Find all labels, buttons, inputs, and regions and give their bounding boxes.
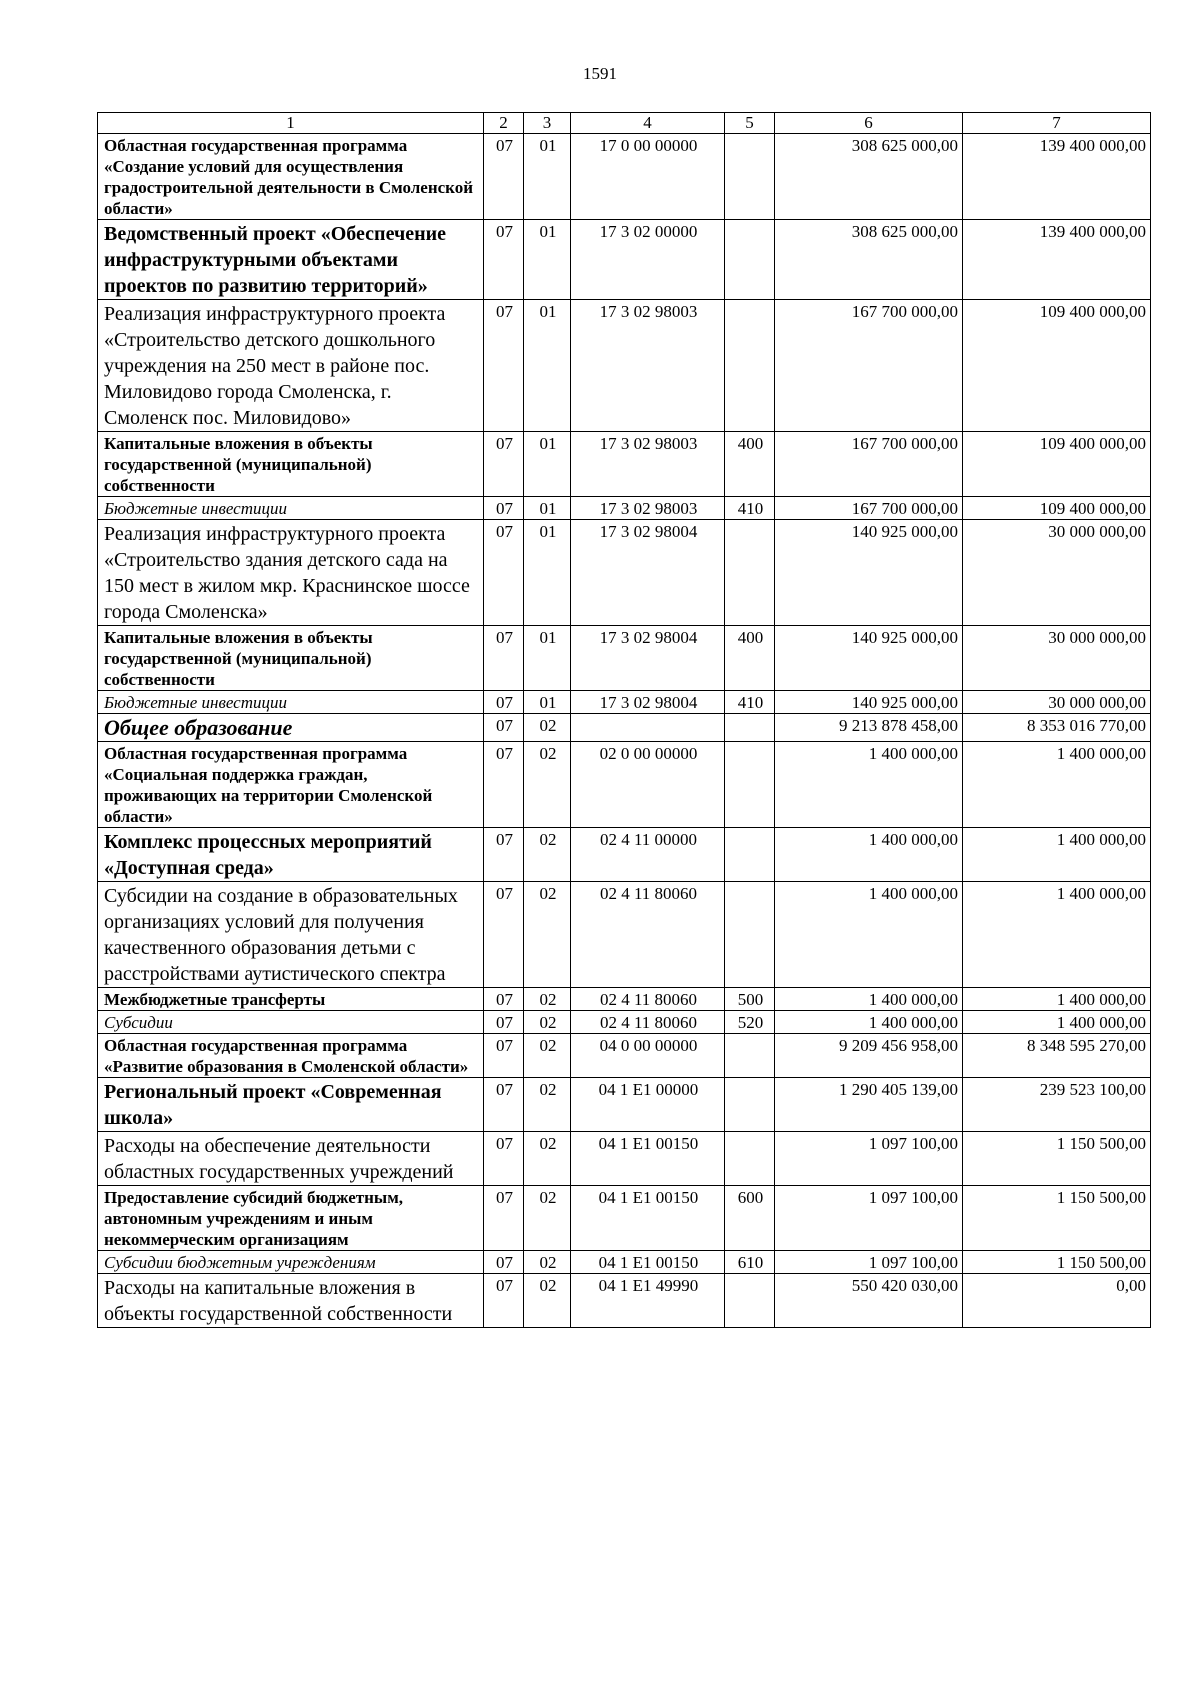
section-code: 07 xyxy=(484,1251,524,1274)
row-name: Расходы на обеспечение деятельности областных государственных учреждений xyxy=(98,1132,484,1186)
amount-year-2: 30 000 000,00 xyxy=(963,691,1151,714)
expense-type-code: 410 xyxy=(725,497,775,520)
subsection-code: 02 xyxy=(524,828,571,882)
amount-year-2: 1 400 000,00 xyxy=(963,1011,1151,1034)
table-row xyxy=(98,520,1151,626)
subsection-code: 02 xyxy=(524,1034,571,1078)
target-article-code: 04 1 E1 00150 xyxy=(571,1251,725,1274)
target-article-code: 17 3 02 98003 xyxy=(571,432,725,497)
expense-type-code xyxy=(725,520,775,626)
target-article-code: 04 1 E1 00150 xyxy=(571,1186,725,1251)
table-row xyxy=(98,626,1151,691)
page-number: 1591 xyxy=(583,64,617,83)
amount-year-2: 8 348 595 270,00 xyxy=(963,1034,1151,1078)
target-article-code: 02 0 00 00000 xyxy=(571,742,725,828)
target-article-code xyxy=(571,714,725,742)
row-name: Субсидии xyxy=(98,1011,484,1034)
amount-year-1: 1 400 000,00 xyxy=(775,988,963,1011)
expense-type-code: 400 xyxy=(725,626,775,691)
amount-year-1: 140 925 000,00 xyxy=(775,691,963,714)
target-article-code: 04 0 00 00000 xyxy=(571,1034,725,1078)
table-row xyxy=(98,988,1151,1011)
target-article-code: 02 4 11 00000 xyxy=(571,828,725,882)
row-name: Капитальные вложения в объекты государственной (муниципальной) собственности xyxy=(98,626,484,691)
amount-year-2: 8 353 016 770,00 xyxy=(963,714,1151,742)
amount-year-1: 1 290 405 139,00 xyxy=(775,1078,963,1132)
target-article-code: 17 0 00 00000 xyxy=(571,134,725,220)
section-code: 07 xyxy=(484,1274,524,1328)
section-code: 07 xyxy=(484,1078,524,1132)
table-row xyxy=(98,497,1151,520)
section-code: 07 xyxy=(484,1186,524,1251)
amount-year-2: 30 000 000,00 xyxy=(963,520,1151,626)
target-article-code: 04 1 E1 00000 xyxy=(571,1078,725,1132)
row-name: Предоставление субсидий бюджетным, автономным учреждениям и иным некоммерческим организациям xyxy=(98,1186,484,1251)
expense-type-code xyxy=(725,714,775,742)
table-row xyxy=(98,1034,1151,1078)
row-name: Бюджетные инвестиции xyxy=(98,497,484,520)
row-name: Региональный проект «Современная школа» xyxy=(98,1078,484,1132)
subsection-code: 02 xyxy=(524,1132,571,1186)
section-code: 07 xyxy=(484,828,524,882)
subsection-code: 01 xyxy=(524,520,571,626)
subsection-code: 01 xyxy=(524,300,571,432)
expense-type-code xyxy=(725,134,775,220)
section-code: 07 xyxy=(484,742,524,828)
section-code: 07 xyxy=(484,1132,524,1186)
expense-type-code: 500 xyxy=(725,988,775,1011)
table-row xyxy=(98,300,1151,432)
target-article-code: 17 3 02 98003 xyxy=(571,300,725,432)
column-header: 7 xyxy=(963,113,1151,134)
expense-type-code: 520 xyxy=(725,1011,775,1034)
amount-year-2: 1 400 000,00 xyxy=(963,988,1151,1011)
header-row xyxy=(98,113,1151,134)
section-code: 07 xyxy=(484,882,524,988)
amount-year-1: 1 400 000,00 xyxy=(775,742,963,828)
amount-year-1: 167 700 000,00 xyxy=(775,432,963,497)
table-row xyxy=(98,432,1151,497)
row-name: Общее образование xyxy=(98,714,484,742)
row-name: Капитальные вложения в объекты государственной (муниципальной) собственности xyxy=(98,432,484,497)
row-name: Реализация инфраструктурного проекта «Строительство здания детского сада на 150 мест в жилом мкр. Краснинское шоссе города Смоленска» xyxy=(98,520,484,626)
row-name: Бюджетные инвестиции xyxy=(98,691,484,714)
subsection-code: 02 xyxy=(524,714,571,742)
expense-type-code xyxy=(725,300,775,432)
target-article-code: 17 3 02 98004 xyxy=(571,626,725,691)
row-name: Реализация инфраструктурного проекта «Строительство детского дошкольного учреждения на 250 мест в районе пос. Миловидово города Смоленска, г. Смоленск пос. Миловидово» xyxy=(98,300,484,432)
amount-year-2: 1 400 000,00 xyxy=(963,828,1151,882)
amount-year-2: 1 150 500,00 xyxy=(963,1251,1151,1274)
amount-year-2: 139 400 000,00 xyxy=(963,134,1151,220)
expense-type-code: 600 xyxy=(725,1186,775,1251)
amount-year-2: 239 523 100,00 xyxy=(963,1078,1151,1132)
table-row xyxy=(98,134,1151,220)
section-code: 07 xyxy=(484,988,524,1011)
expense-type-code: 610 xyxy=(725,1251,775,1274)
amount-year-1: 1 097 100,00 xyxy=(775,1186,963,1251)
section-code: 07 xyxy=(484,626,524,691)
table-row xyxy=(98,742,1151,828)
target-article-code: 04 1 E1 49990 xyxy=(571,1274,725,1328)
expense-type-code: 410 xyxy=(725,691,775,714)
row-name: Областная государственная программа «Создание условий для осуществления градостроительной деятельности в Смоленской области» xyxy=(98,134,484,220)
amount-year-1: 308 625 000,00 xyxy=(775,220,963,300)
section-code: 07 xyxy=(484,520,524,626)
amount-year-1: 1 400 000,00 xyxy=(775,828,963,882)
column-header: 2 xyxy=(484,113,524,134)
section-code: 07 xyxy=(484,432,524,497)
row-name: Субсидии на создание в образовательных организациях условий для получения качественного образования детьми с расстройствами аутистического спектра xyxy=(98,882,484,988)
table-row xyxy=(98,1186,1151,1251)
column-header: 6 xyxy=(775,113,963,134)
expense-type-code xyxy=(725,1034,775,1078)
amount-year-2: 109 400 000,00 xyxy=(963,432,1151,497)
expense-type-code: 400 xyxy=(725,432,775,497)
expense-type-code xyxy=(725,742,775,828)
table-row xyxy=(98,1274,1151,1328)
amount-year-1: 1 400 000,00 xyxy=(775,1011,963,1034)
row-name: Областная государственная программа «Социальная поддержка граждан, проживающих на территории Смоленской области» xyxy=(98,742,484,828)
subsection-code: 02 xyxy=(524,742,571,828)
table-row xyxy=(98,691,1151,714)
subsection-code: 02 xyxy=(524,988,571,1011)
row-name: Областная государственная программа «Развитие образования в Смоленской области» xyxy=(98,1034,484,1078)
section-code: 07 xyxy=(484,134,524,220)
amount-year-1: 140 925 000,00 xyxy=(775,626,963,691)
subsection-code: 01 xyxy=(524,691,571,714)
amount-year-1: 167 700 000,00 xyxy=(775,497,963,520)
table-row xyxy=(98,714,1151,742)
amount-year-2: 1 400 000,00 xyxy=(963,882,1151,988)
amount-year-2: 139 400 000,00 xyxy=(963,220,1151,300)
amount-year-2: 109 400 000,00 xyxy=(963,497,1151,520)
table-row xyxy=(98,220,1151,300)
subsection-code: 01 xyxy=(524,220,571,300)
table-row xyxy=(98,1132,1151,1186)
target-article-code: 17 3 02 98003 xyxy=(571,497,725,520)
amount-year-1: 550 420 030,00 xyxy=(775,1274,963,1328)
subsection-code: 01 xyxy=(524,134,571,220)
expense-type-code xyxy=(725,1274,775,1328)
subsection-code: 02 xyxy=(524,1274,571,1328)
amount-year-1: 308 625 000,00 xyxy=(775,134,963,220)
table-row xyxy=(98,882,1151,988)
column-header: 5 xyxy=(725,113,775,134)
table-row xyxy=(98,1251,1151,1274)
amount-year-2: 1 150 500,00 xyxy=(963,1186,1151,1251)
row-name: Субсидии бюджетным учреждениям xyxy=(98,1251,484,1274)
row-name: Комплекс процессных мероприятий «Доступная среда» xyxy=(98,828,484,882)
column-header: 4 xyxy=(571,113,725,134)
section-code: 07 xyxy=(484,691,524,714)
subsection-code: 02 xyxy=(524,882,571,988)
subsection-code: 01 xyxy=(524,432,571,497)
row-name: Расходы на капитальные вложения в объекты государственной собственности xyxy=(98,1274,484,1328)
amount-year-2: 0,00 xyxy=(963,1274,1151,1328)
amount-year-1: 1 400 000,00 xyxy=(775,882,963,988)
subsection-code: 02 xyxy=(524,1251,571,1274)
target-article-code: 02 4 11 80060 xyxy=(571,882,725,988)
section-code: 07 xyxy=(484,1034,524,1078)
subsection-code: 02 xyxy=(524,1186,571,1251)
subsection-code: 01 xyxy=(524,626,571,691)
expense-type-code xyxy=(725,1078,775,1132)
column-header: 1 xyxy=(98,113,484,134)
section-code: 07 xyxy=(484,1011,524,1034)
expense-type-code xyxy=(725,882,775,988)
amount-year-1: 140 925 000,00 xyxy=(775,520,963,626)
table-header xyxy=(98,113,1151,134)
target-article-code: 17 3 02 98004 xyxy=(571,691,725,714)
amount-year-2: 30 000 000,00 xyxy=(963,626,1151,691)
table-body xyxy=(98,134,1151,1328)
section-code: 07 xyxy=(484,497,524,520)
row-name: Межбюджетные трансферты xyxy=(98,988,484,1011)
amount-year-2: 109 400 000,00 xyxy=(963,300,1151,432)
column-header: 3 xyxy=(524,113,571,134)
section-code: 07 xyxy=(484,714,524,742)
amount-year-1: 1 097 100,00 xyxy=(775,1132,963,1186)
table-row xyxy=(98,1078,1151,1132)
target-article-code: 04 1 E1 00150 xyxy=(571,1132,725,1186)
target-article-code: 02 4 11 80060 xyxy=(571,1011,725,1034)
section-code: 07 xyxy=(484,220,524,300)
row-name: Ведомственный проект «Обеспечение инфраструктурными объектами проектов по развитию территорий» xyxy=(98,220,484,300)
expense-type-code xyxy=(725,220,775,300)
amount-year-2: 1 400 000,00 xyxy=(963,742,1151,828)
budget-table xyxy=(97,112,1151,1328)
subsection-code: 02 xyxy=(524,1011,571,1034)
expense-type-code xyxy=(725,828,775,882)
amount-year-2: 1 150 500,00 xyxy=(963,1132,1151,1186)
subsection-code: 02 xyxy=(524,1078,571,1132)
expense-type-code xyxy=(725,1132,775,1186)
table-row xyxy=(98,828,1151,882)
subsection-code: 01 xyxy=(524,497,571,520)
amount-year-1: 167 700 000,00 xyxy=(775,300,963,432)
target-article-code: 02 4 11 80060 xyxy=(571,988,725,1011)
section-code: 07 xyxy=(484,300,524,432)
table-row xyxy=(98,1011,1151,1034)
amount-year-1: 1 097 100,00 xyxy=(775,1251,963,1274)
amount-year-1: 9 213 878 458,00 xyxy=(775,714,963,742)
target-article-code: 17 3 02 00000 xyxy=(571,220,725,300)
amount-year-1: 9 209 456 958,00 xyxy=(775,1034,963,1078)
target-article-code: 17 3 02 98004 xyxy=(571,520,725,626)
